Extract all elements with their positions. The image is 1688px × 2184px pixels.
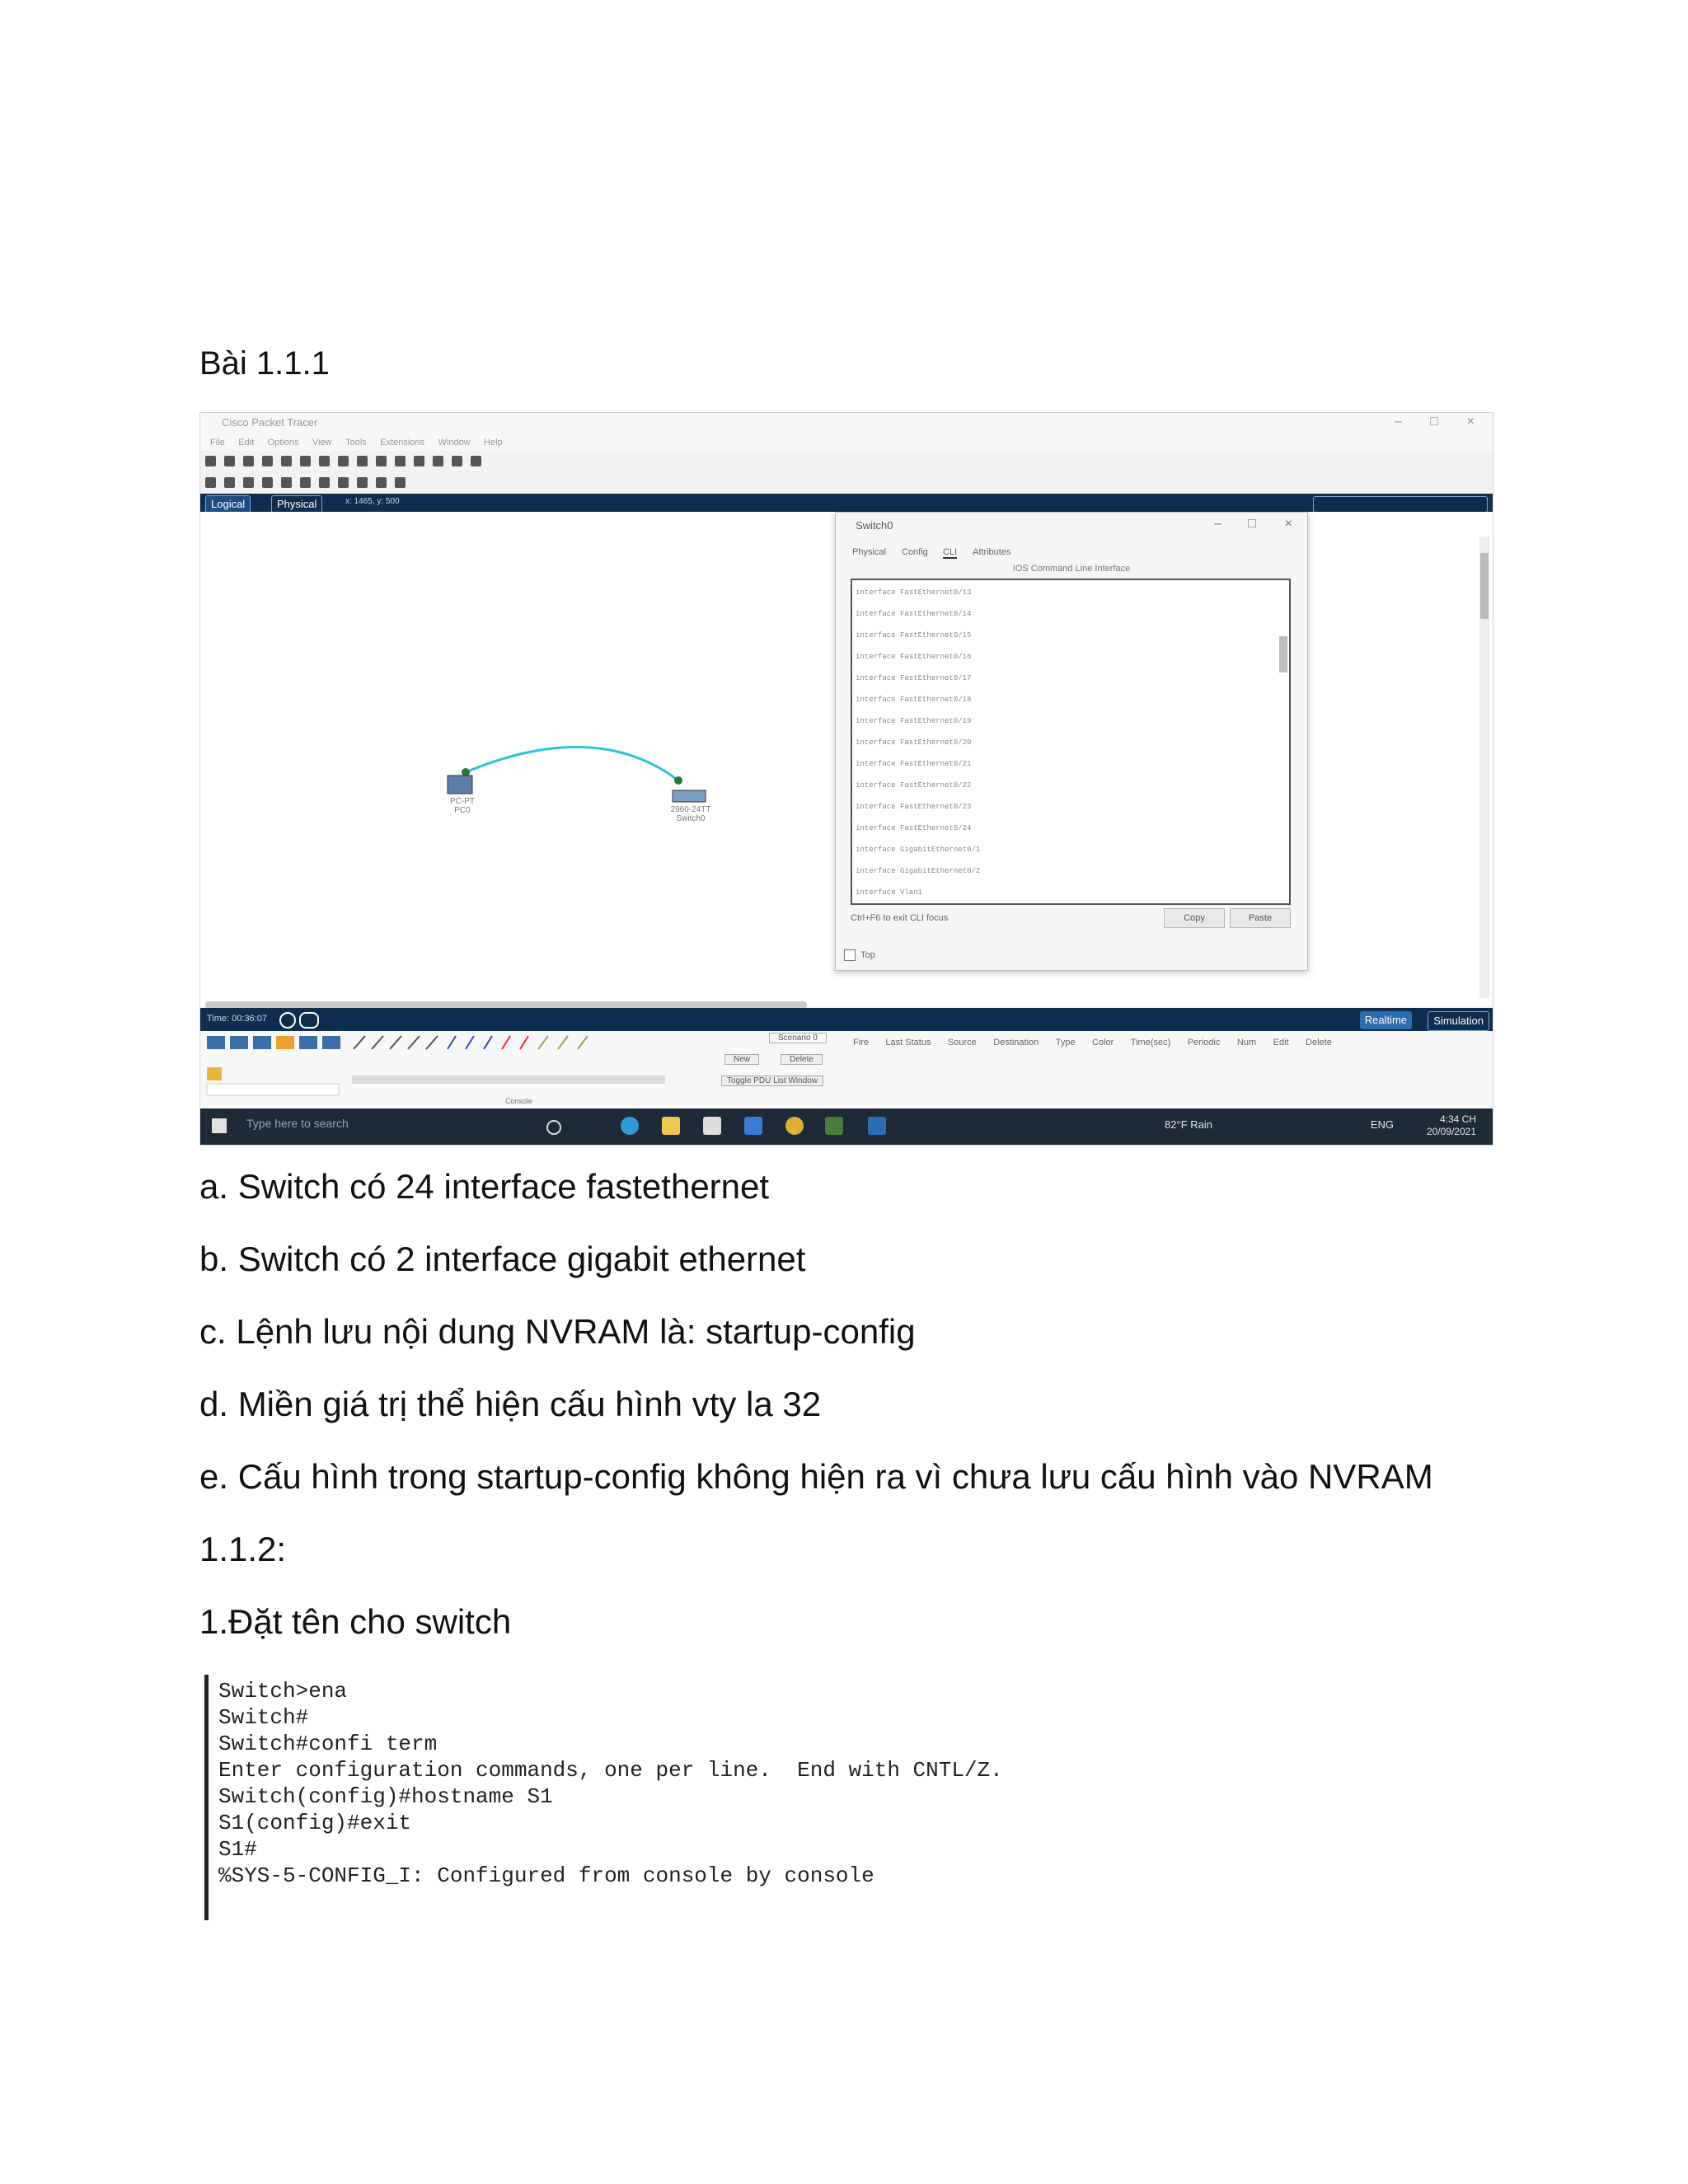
console-label: Console [505, 1097, 533, 1105]
dialog-maximize-icon[interactable]: □ [1248, 517, 1256, 531]
menu-bar [200, 434, 1493, 451]
taskbar-search[interactable]: Type here to search [246, 1117, 349, 1130]
wizard-icon[interactable] [281, 456, 292, 466]
cli-focus-hint: Ctrl+F6 to exit CLI focus [851, 913, 949, 923]
undo-icon[interactable] [357, 456, 368, 466]
zoom-in-icon[interactable] [395, 456, 406, 466]
paste-icon[interactable] [338, 456, 349, 466]
cli-line: interface FastEthernet0/13 [856, 588, 972, 597]
device-search-box [207, 1084, 339, 1095]
ethernet-cable[interactable] [466, 747, 678, 780]
cli-line: interface FastEthernet0/24 [856, 824, 972, 832]
power-cycle-icon[interactable] [279, 1012, 296, 1029]
code-line: Switch#confi term [218, 1732, 438, 1756]
pc-icon[interactable] [448, 776, 472, 794]
palette-icon[interactable] [452, 456, 462, 466]
col-periodic: Periodic [1187, 1038, 1221, 1047]
cli-line: interface FastEthernet0/22 [856, 781, 972, 790]
code-line: %SYS-5-CONFIG_I: Configured from console by console [218, 1863, 874, 1888]
answer-c: c. Lệnh lưu nội dung NVRAM là: startup-config [199, 1312, 916, 1351]
delete-scenario-button[interactable]: Delete [781, 1054, 823, 1065]
cli-line: interface FastEthernet0/17 [856, 674, 972, 682]
checkbox-box[interactable] [844, 949, 856, 961]
windows-taskbar [200, 1108, 1493, 1145]
menu-options[interactable]: Options [267, 438, 299, 448]
router-category-icon [207, 1036, 225, 1049]
cli-line: interface FastEthernet0/19 [856, 717, 972, 725]
menu-window[interactable]: Window [438, 438, 471, 448]
col-color: Color [1092, 1038, 1114, 1047]
cli-line: interface FastEthernet0/21 [856, 760, 972, 768]
cable-icons [354, 1036, 438, 1049]
device-panel [200, 1031, 1493, 1108]
pc-label [438, 797, 487, 815]
cli-line: interface FastEthernet0/23 [856, 803, 972, 811]
code-line: Switch# [218, 1705, 309, 1730]
hub-category-icon [253, 1036, 271, 1049]
mail-icon[interactable] [744, 1117, 762, 1135]
copy-button[interactable]: Copy [1164, 908, 1225, 928]
note-icon[interactable] [281, 477, 292, 488]
menu-extensions[interactable]: Extensions [380, 438, 425, 448]
freeform-icon[interactable] [357, 477, 368, 488]
zoom-reset-icon[interactable] [414, 456, 424, 466]
switch-label [662, 805, 720, 823]
explorer-icon[interactable] [662, 1117, 680, 1135]
col-time: Time(sec) [1130, 1038, 1171, 1047]
select-icon[interactable] [205, 477, 216, 488]
col-num: Num [1236, 1038, 1257, 1047]
workspace-vertical-scrollbar[interactable] [1479, 537, 1489, 998]
crossover-cable-icons [502, 1036, 528, 1049]
zoom-out-icon[interactable] [433, 456, 443, 466]
dialog-close-icon[interactable]: × [1284, 517, 1292, 531]
cli-scrollbar[interactable] [1279, 636, 1287, 673]
cli-line: interface FastEthernet0/20 [856, 738, 972, 747]
tab-attributes[interactable]: Attributes [973, 547, 1011, 557]
cli-line: interface FastEthernet0/14 [856, 610, 972, 618]
menu-file[interactable]: File [210, 438, 225, 448]
switch-config-dialog [835, 512, 1308, 971]
cli-code-block [204, 1675, 1362, 1920]
draw-rect-icon[interactable] [319, 477, 330, 488]
cli-line: interface GigabitEthernet0/1 [856, 846, 981, 854]
auto-connect-icon [207, 1067, 222, 1080]
code-line: Switch(config)#hostname S1 [218, 1784, 553, 1809]
windows-start-icon[interactable] [212, 1118, 227, 1133]
code-line: Enter configuration commands, one per line. End with CNTL/Z. [218, 1758, 1003, 1783]
tab-logical[interactable]: Logical [205, 495, 251, 513]
time-label: Time: 00:36:07 [207, 1014, 267, 1024]
cli-line: interface GigabitEthernet0/2 [856, 867, 981, 875]
dialog-minimize-icon[interactable]: – [1214, 517, 1221, 531]
menu-tools[interactable]: Tools [345, 438, 367, 448]
network-info-icon[interactable] [300, 456, 311, 466]
answer-b: b. Switch có 2 interface gigabit ethernet [199, 1240, 806, 1278]
dialog-title: Switch0 [856, 519, 893, 532]
answer-a: a. Switch có 24 interface fastethernet [199, 1167, 770, 1206]
cli-subtitle: IOS Command Line Interface [1012, 564, 1131, 574]
delete-icon[interactable] [243, 477, 254, 488]
open-icon[interactable] [224, 456, 235, 466]
close-icon[interactable]: × [1466, 415, 1475, 429]
cli-line: interface FastEthernet0/18 [856, 696, 972, 704]
workspace-bar [200, 494, 1493, 513]
packet-tracer-screenshot [199, 412, 1493, 1146]
inspect-icon[interactable] [224, 477, 235, 488]
code-line: S1(config)#exit [218, 1811, 412, 1835]
minimize-icon[interactable]: – [1395, 415, 1402, 429]
simulation-mode[interactable]: Simulation [1428, 1011, 1489, 1031]
time-bar [200, 1008, 1493, 1031]
viewport-controls[interactable] [1313, 496, 1488, 513]
serial-cable-icons [448, 1036, 492, 1049]
tab-physical[interactable]: Physical [271, 495, 322, 513]
cli-line: interface FastEthernet0/16 [856, 653, 972, 661]
redo-icon[interactable] [376, 456, 387, 466]
packet-tracer-taskbar-icon[interactable] [825, 1117, 843, 1135]
cli-console[interactable] [851, 579, 1291, 905]
menu-help[interactable]: Help [484, 438, 503, 448]
secondary-toolbar [200, 472, 1493, 494]
code-line: Switch>ena [218, 1679, 348, 1704]
language-indicator[interactable]: ENG [1370, 1118, 1394, 1131]
tab-config[interactable]: Config [902, 547, 928, 557]
system-clock[interactable] [1427, 1113, 1476, 1138]
col-fire: Fire [853, 1038, 869, 1047]
exercise-heading: Bài 1.1.1 [199, 345, 330, 382]
answer-d: d. Miền giá trị thể hiện cấu hình vty la 32 [199, 1385, 822, 1423]
task-view-icon[interactable] [546, 1120, 561, 1135]
tab-physical-config[interactable]: Physical [852, 547, 886, 557]
link-light-switch [674, 776, 682, 785]
connections-category-icon [276, 1036, 294, 1049]
app-taskbar-icon[interactable] [868, 1117, 886, 1135]
section-heading: 1.1.2: [199, 1530, 287, 1568]
add-pdu-icon[interactable] [376, 477, 387, 488]
tab-cli[interactable]: CLI [943, 547, 958, 557]
col-source: Source [947, 1038, 977, 1047]
switch-icon[interactable] [673, 790, 706, 802]
save-icon[interactable] [243, 456, 254, 466]
top-checkbox-label: Top [860, 949, 875, 960]
paste-button[interactable]: Paste [1230, 908, 1291, 928]
clock-time: 4:34 CH [1439, 1113, 1476, 1125]
draw-ellipse-icon[interactable] [338, 477, 349, 488]
copy-icon[interactable] [319, 456, 330, 466]
col-edit: Edit [1273, 1038, 1289, 1047]
window-titlebar [200, 413, 1493, 434]
weather-status[interactable]: 82°F Rain [1165, 1118, 1212, 1131]
realtime-mode[interactable]: Realtime [1360, 1011, 1412, 1029]
switch-name: Switch0 [676, 814, 706, 823]
pdu-list-header [853, 1034, 1345, 1049]
clock-date: 20/09/2021 [1426, 1126, 1476, 1137]
draw-line-icon[interactable] [300, 477, 311, 488]
complex-pdu-icon[interactable] [395, 477, 406, 488]
device-icons [204, 1031, 665, 1105]
scenario-select[interactable]: Scenario 0 [769, 1033, 827, 1043]
cli-line: interface FastEthernet0/15 [856, 631, 972, 640]
resize-icon[interactable] [262, 477, 273, 488]
switch-category-icon [230, 1036, 248, 1049]
cli-line: interface Vlan1 [856, 888, 923, 897]
pc-model: PC-PT [450, 797, 475, 806]
edge-icon[interactable] [621, 1117, 639, 1135]
end-device-category-icon [299, 1036, 317, 1049]
col-type: Type [1055, 1038, 1076, 1047]
answer-e: e. Cấu hình trong startup-config không hiện ra vì chưa lưu cấu hình vào NVRAM [199, 1457, 1433, 1496]
window-title: Cisco Packet Tracer [222, 416, 318, 429]
new-file-icon[interactable] [205, 456, 216, 466]
device-scroll [352, 1076, 665, 1084]
fast-forward-icon[interactable] [299, 1012, 319, 1029]
switch-model: 2960-24TT [670, 805, 711, 814]
pc-name: PC0 [454, 806, 471, 815]
wireless-category-icon [322, 1036, 340, 1049]
new-scenario-button[interactable]: New [724, 1054, 759, 1065]
menu-edit[interactable]: Edit [238, 438, 255, 448]
col-last-status: Last Status [885, 1038, 931, 1047]
col-destination: Destination [993, 1038, 1039, 1047]
code-line: S1# [218, 1837, 257, 1862]
workspace-coords: x: 1465, y: 500 [345, 497, 400, 506]
store-icon[interactable] [703, 1117, 721, 1135]
custom-device-icon[interactable] [471, 456, 481, 466]
menu-view[interactable]: View [312, 438, 332, 448]
top-checkbox[interactable] [844, 949, 875, 961]
step-heading: 1.Đặt tên cho switch [199, 1602, 512, 1641]
toggle-pdu-button[interactable]: Toggle PDU List Window [721, 1076, 823, 1086]
col-delete: Delete [1306, 1038, 1332, 1047]
maximize-icon[interactable]: □ [1430, 415, 1438, 429]
fiber-cable-icons [538, 1036, 588, 1049]
print-icon[interactable] [262, 456, 273, 466]
chrome-icon[interactable] [785, 1117, 804, 1135]
main-toolbar [200, 451, 1493, 472]
